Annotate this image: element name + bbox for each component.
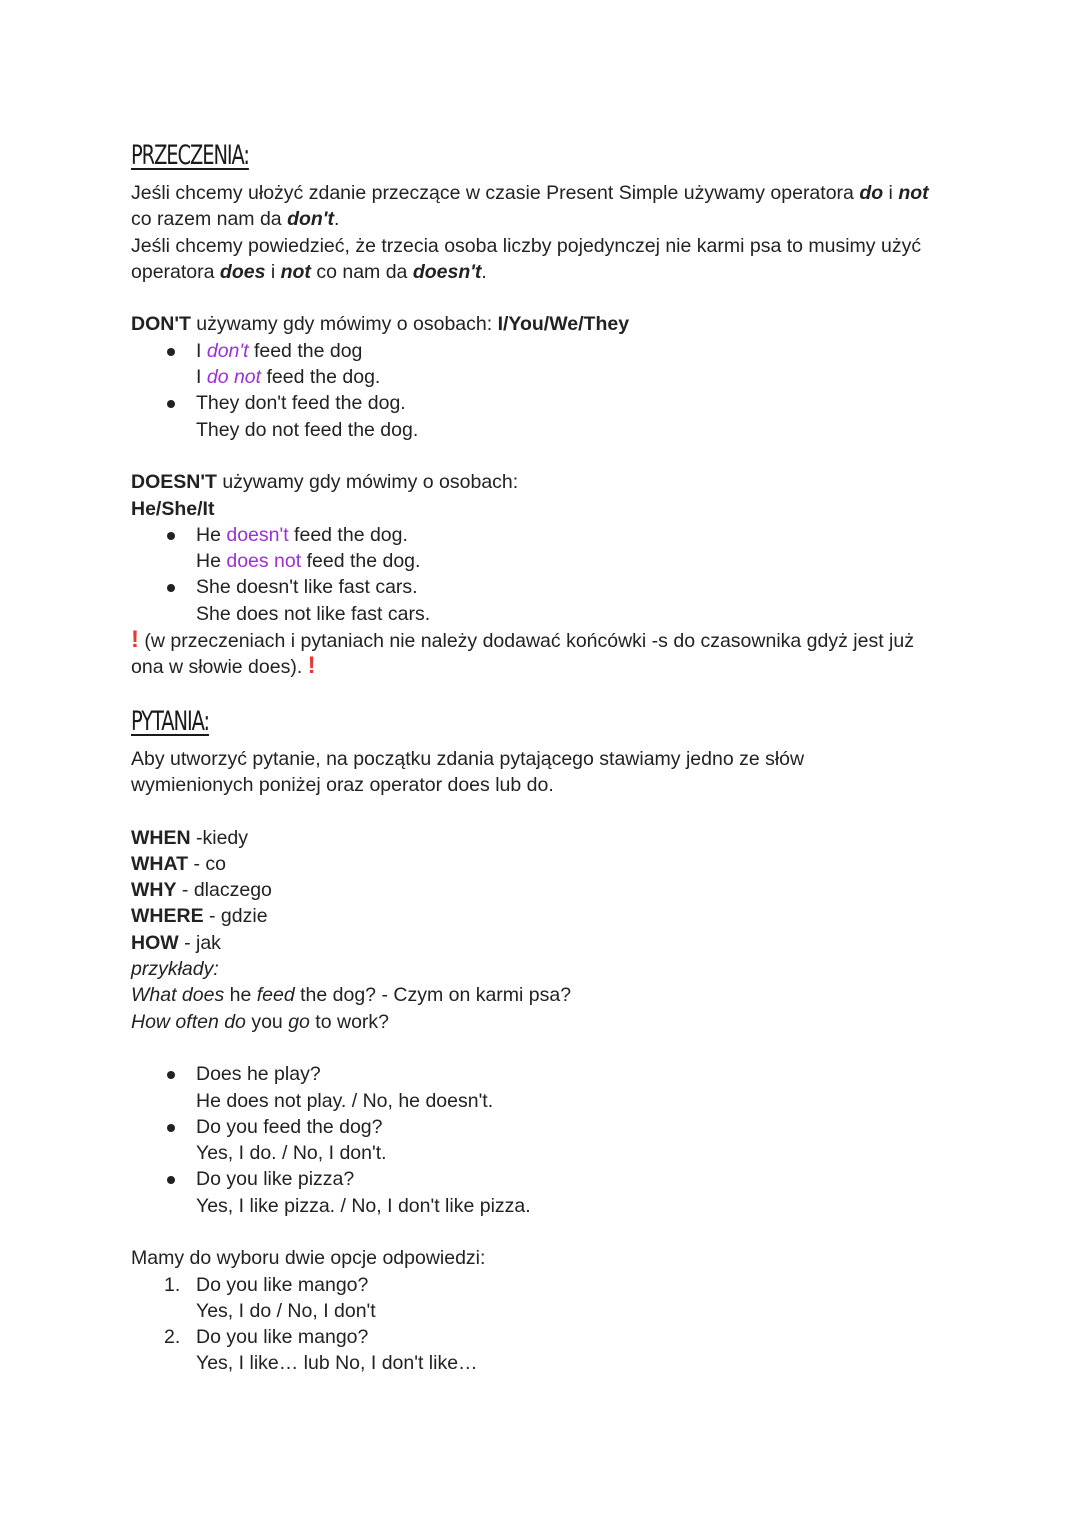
doesnt-intro	[131, 469, 971, 495]
heading-wrap	[131, 136, 971, 176]
numbered-item	[131, 1272, 971, 1298]
example-line	[131, 982, 971, 1008]
options-intro: Mamy do wyboru dwie opcje odpowiedzi:	[131, 1247, 486, 1270]
note-line	[131, 653, 971, 679]
emphasis-not: not	[280, 260, 311, 283]
list-item	[131, 338, 971, 364]
text: .	[333, 208, 340, 231]
list-item	[131, 1166, 971, 1192]
section-heading-pytania: PYTANIA:	[131, 705, 209, 737]
text: feed	[256, 984, 295, 1007]
emphasis-doesnt: doesn't	[412, 260, 482, 283]
meaning: - dlaczego	[176, 879, 272, 902]
text: feed the dog.	[301, 550, 421, 573]
answer: Yes, I like… lub No, I don't like…	[196, 1352, 478, 1375]
list-item-continuation	[131, 364, 971, 390]
text: ona w słowie does).	[131, 656, 308, 679]
list-item-continuation: She does not like fast cars.	[196, 602, 431, 625]
keyword: HOW	[131, 931, 179, 954]
highlight: don't	[206, 339, 249, 362]
list-item	[131, 1061, 971, 1087]
text: He	[196, 550, 227, 573]
paragraph-line: wymienionych poniżej oraz operator does lub do.	[131, 773, 554, 796]
highlight: do not	[206, 366, 262, 389]
keyword: WHERE	[131, 905, 204, 928]
meaning: - jak	[178, 931, 221, 954]
meaning: - gdzie	[203, 905, 268, 928]
meaning: -kiedy	[190, 826, 249, 849]
text: I	[196, 339, 207, 362]
question: Do you like mango?	[196, 1326, 369, 1349]
paragraph-line	[131, 206, 971, 232]
text: co nam da	[310, 260, 413, 283]
text: go	[288, 1010, 310, 1033]
bullet-icon	[167, 1176, 175, 1184]
question: Do you feed the dog?	[196, 1115, 383, 1138]
text: What does	[131, 984, 225, 1007]
numbered-item	[131, 1324, 971, 1350]
bullet-icon	[167, 1124, 175, 1132]
text: (w przeczeniach i pytaniach nie należy dodawać końcówki -s do czasownika gdyż jest już	[139, 630, 914, 653]
paragraph-line	[131, 259, 971, 285]
paragraph-line	[131, 180, 971, 206]
bullet-icon	[167, 348, 175, 356]
bullet-icon	[167, 400, 175, 408]
text: .	[481, 260, 487, 283]
answer: Yes, I do. / No, I don't.	[196, 1142, 387, 1165]
keyword: WHAT	[131, 852, 189, 875]
text: Jeśli chcemy ułożyć zdanie przeczące w czasie Present Simple używamy operatora	[131, 182, 860, 204]
list-item-continuation: They do not feed the dog.	[196, 418, 419, 441]
emphasis-dont: don't	[287, 208, 334, 231]
text: How often do	[131, 1010, 246, 1033]
emphasis-do: do	[859, 182, 884, 204]
keyword: WHEN	[131, 826, 191, 849]
section-heading-przeczenia: PRZECZENIA:	[131, 140, 249, 171]
text: you	[245, 1010, 289, 1033]
list-item	[131, 574, 971, 600]
answer: Yes, I do / No, I don't	[196, 1299, 376, 1322]
bullet-icon	[167, 532, 175, 540]
question-word	[131, 851, 971, 877]
keyword: WHY	[131, 879, 177, 902]
text: he	[224, 984, 257, 1007]
question-word	[131, 877, 971, 903]
highlight: does not	[226, 550, 302, 573]
text: feed the dog	[248, 339, 363, 362]
item-number: 2.	[164, 1326, 181, 1349]
list-item	[131, 1114, 971, 1140]
emphasis-does: does	[219, 260, 266, 283]
exclamation-icon: !	[307, 652, 316, 680]
note-line	[131, 627, 971, 653]
question: Does he play?	[196, 1063, 321, 1086]
item-number: 1.	[164, 1273, 181, 1296]
text: używamy gdy mówimy o osobach:	[216, 471, 519, 494]
text: to work?	[309, 1010, 390, 1033]
list-item	[131, 522, 971, 548]
examples-label: przykłady:	[131, 958, 219, 981]
heading-wrap	[131, 702, 971, 742]
text: używamy gdy mówimy o osobach:	[190, 313, 498, 336]
text: feed the dog.	[288, 523, 408, 546]
bullet-icon	[167, 1071, 175, 1079]
dont-intro	[131, 311, 971, 337]
text: co razem nam da	[131, 208, 288, 231]
text: the dog? - Czym on karmi psa?	[294, 984, 572, 1007]
document-content	[131, 136, 971, 1377]
keyword-dont: DON'T	[131, 313, 191, 336]
exclamation-icon: !	[131, 626, 139, 654]
keyword-persons: I/You/We/They	[497, 313, 630, 336]
question: Do you like pizza?	[196, 1168, 355, 1191]
question-word	[131, 903, 971, 929]
list-item-continuation	[131, 548, 971, 574]
question-word	[131, 930, 971, 956]
doesnt-persons: He/She/It	[131, 497, 215, 520]
text: She doesn't like fast cars.	[196, 576, 418, 599]
example-line	[131, 1009, 971, 1035]
emphasis-not: not	[898, 182, 929, 204]
answer: He does not play. / No, he doesn't.	[196, 1089, 494, 1112]
paragraph-line: Aby utworzyć pytanie, na początku zdania pytającego stawiamy jedno ze słów	[131, 747, 805, 770]
text: They don't feed the dog.	[196, 392, 406, 415]
question: Do you like mango?	[196, 1273, 369, 1296]
keyword-doesnt: DOESN'T	[131, 471, 217, 494]
list-item	[131, 390, 971, 416]
paragraph-line: Jeśli chcemy powiedzieć, że trzecia osoba liczby pojedynczej nie karmi psa to musimy użyć	[131, 234, 922, 257]
question-word	[131, 825, 971, 851]
meaning: - co	[188, 852, 226, 875]
highlight: doesn't	[226, 523, 289, 546]
text: i	[883, 182, 899, 204]
bullet-icon	[167, 584, 175, 592]
text: operatora	[131, 260, 220, 283]
answer: Yes, I like pizza. / No, I don't like pizza.	[196, 1194, 531, 1217]
text: He	[196, 523, 227, 546]
text: I	[196, 366, 207, 389]
text: feed the dog.	[261, 366, 381, 389]
text: i	[265, 260, 281, 283]
